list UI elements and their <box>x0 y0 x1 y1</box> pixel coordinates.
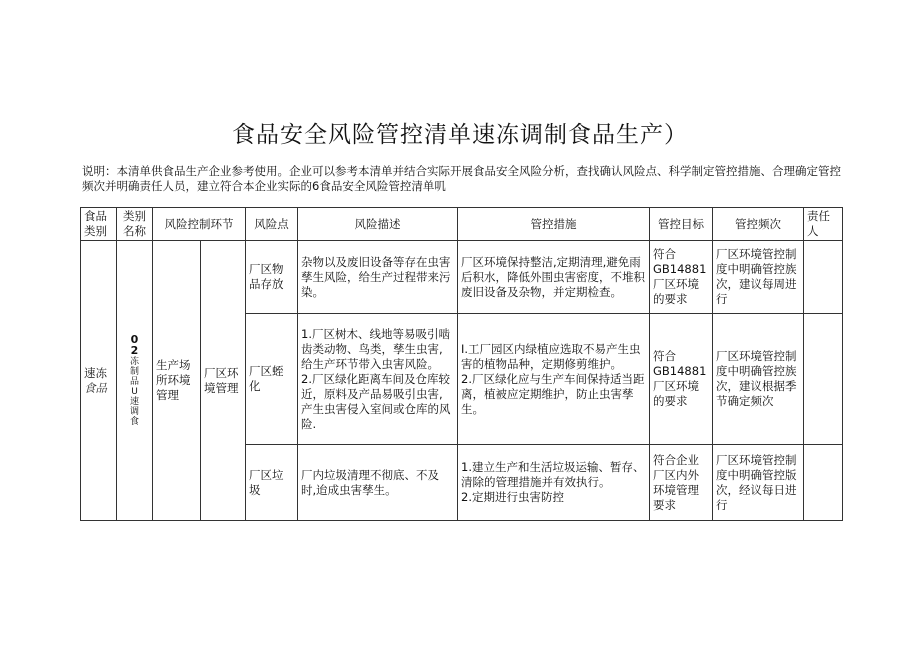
food-category-cell <box>81 241 117 521</box>
control-link-2: 厂区环境管理 <box>201 241 246 521</box>
food-category: 速冻 <box>84 365 107 380</box>
responsible <box>804 445 843 521</box>
risk-point: 厂区物品存放 <box>246 241 298 314</box>
frequency: 厂区环境管控制度中明确管控版次，经议每日进行 <box>713 445 804 521</box>
target: 符合GB14881厂区环境的要求 <box>650 314 713 445</box>
category-name <box>129 332 141 427</box>
responsible <box>804 241 843 314</box>
target: 符合企业厂区内外环境管理要求 <box>650 445 713 521</box>
header-target: 管控目标 <box>650 208 713 241</box>
risk-point: 厂区垃圾 <box>246 445 298 521</box>
risk-point: 厂区蛭化 <box>246 314 298 445</box>
measures: 1.建立生产和生活垃圾运输、暂存、清除的管理措施并有效执行。 2.定期进行虫害防控 <box>458 445 650 521</box>
header-risk-point: 风险点 <box>246 208 298 241</box>
header-row <box>81 208 843 241</box>
intro-text: 说明：本清单供食品生产企业参考使用。企业可以参考本清单并结合实际开展食品安全风险分析，查找确认风险点、科学制定管控措施、合理确定管控频次并明确责任人员，建立符合本企业实际的6食品安全风险管控清单叽 <box>82 164 841 193</box>
header-frequency: 管控频次 <box>713 208 804 241</box>
header-risk-desc: 风险描述 <box>298 208 458 241</box>
table-row <box>81 241 843 314</box>
target: 符合GB14881厂区环境的要求 <box>650 241 713 314</box>
header-measures: 管控措施 <box>458 208 650 241</box>
frequency: 厂区环境管控制度中明确管控族次，建议每周进行 <box>713 241 804 314</box>
category-name-cell <box>117 241 153 521</box>
risk-desc: 厂内垃圾清理不彻底、不及时,迨成虫害孳生。 <box>298 445 458 521</box>
header-control-link: 风险控制环节 <box>153 208 246 241</box>
risk-desc: 杂物以及废旧设备等存在虫害孳生风险，给生产过程带来污染。 <box>298 241 458 314</box>
page-title: 食品安全风险管控清单速冻调制食品生产） <box>232 122 688 148</box>
measures: I.工厂园区内绿植应选取不易产生虫害的植物品种，定期修剪维护。 2.厂区绿化应与生产车间保持适当距离，植被应定期维护，防止虫害孳生。 <box>458 314 650 445</box>
category-name-text: 冻制品U速调食 <box>129 356 139 427</box>
control-link-1: 生产场所环境管理 <box>153 241 201 521</box>
header-food-category: 食品类别 <box>81 208 117 241</box>
measures: 厂区环境保持整洁,定期清理,避免雨后积水，降低外围虫害密度，不堆积废旧设备及杂物，并定期检查。 <box>458 241 650 314</box>
frequency: 厂区环境管控制度中明确管控族次，建议根据季节确定频次 <box>713 314 804 445</box>
risk-control-table <box>80 207 843 521</box>
food-category-sub: 食品 <box>84 380 107 395</box>
header-responsible: 责任人 <box>804 208 843 241</box>
category-code: 02 <box>130 332 139 357</box>
risk-desc: 1.厂区树木、线地等易吸引啮齿类动物、鸟类，孳生虫害,给生产环节带入虫害风险。 2.厂区绿化距离车间及仓库较近，原料及产品易吸引虫害,产生虫害侵入室间或仓库的风险. <box>298 314 458 445</box>
responsible <box>804 314 843 445</box>
header-category-name: 类别名称 <box>117 208 153 241</box>
